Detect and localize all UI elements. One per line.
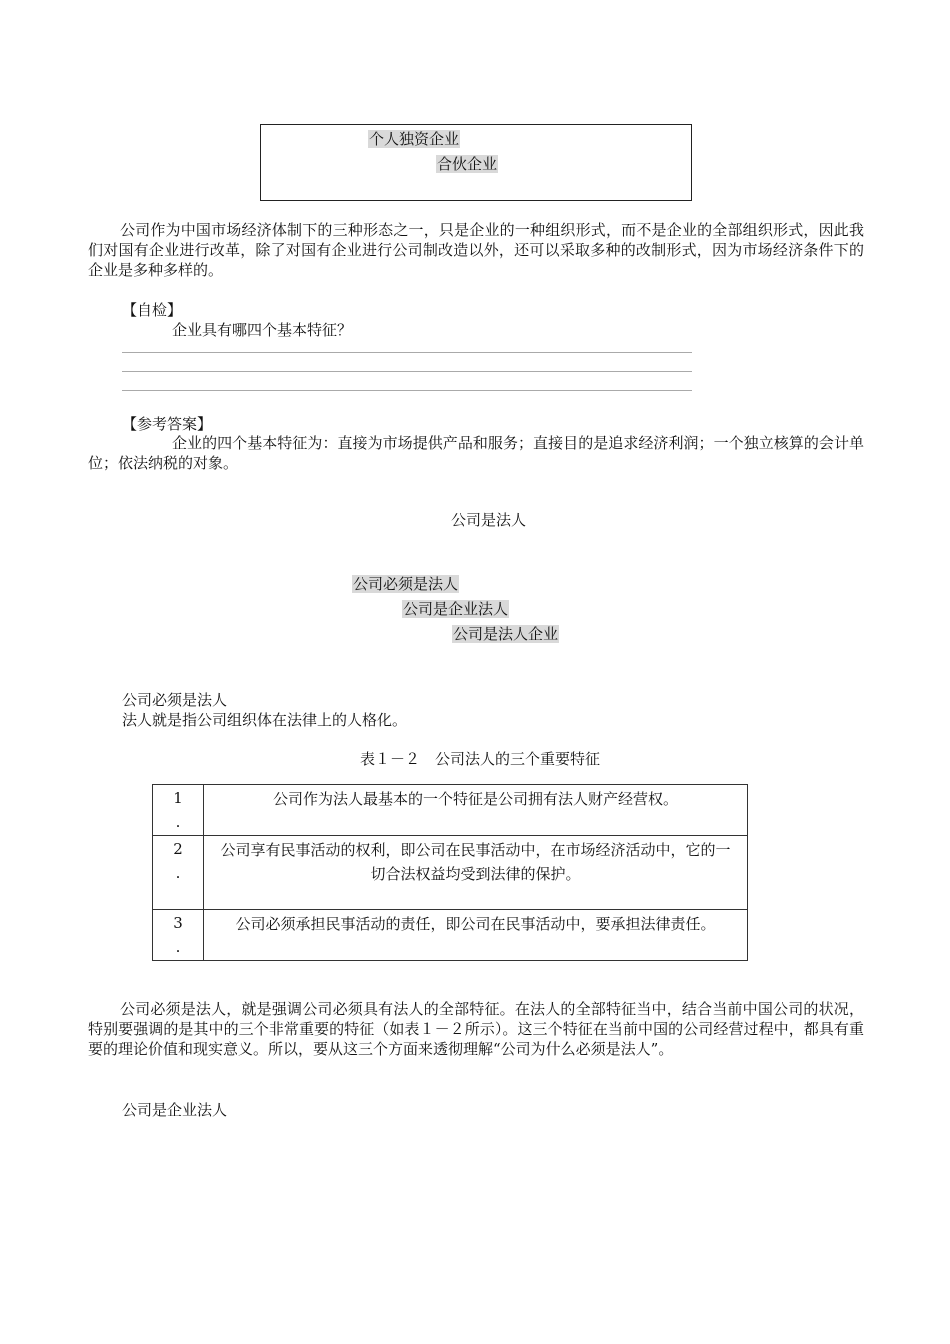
row-number: 3 .: [153, 910, 204, 961]
outline-item-1: 公司必须是法人: [353, 575, 459, 593]
outline-item-3: 公司是法人企业: [453, 625, 559, 643]
self-check-heading: 【自检】: [122, 301, 183, 319]
box-item-partnership: 合伙企业: [437, 155, 498, 173]
section-title: 公司是法人: [451, 511, 527, 529]
reference-answer-text: 企业的四个基本特征为：直接为市场提供产品和服务；直接目的是追求经济利润；一个独立核算的会计单位；依法纳税的对象。: [88, 434, 864, 472]
reference-answer-heading: 【参考答案】: [122, 415, 213, 433]
subsection-title-1: 公司必须是法人: [122, 691, 228, 709]
subsection-definition: 法人就是指公司组织体在法律上的人格化。: [122, 711, 408, 729]
table-row: [153, 785, 748, 836]
subsection-title-2: 公司是企业法人: [122, 1101, 228, 1119]
answer-line-3: [122, 390, 692, 391]
answer-line-1: [122, 352, 692, 353]
row-text: 公司享有民事活动的权利，即公司在民事活动中，在市场经济活动中，它的一切合法权益均受到法律的保护。: [204, 836, 748, 910]
row-text: 公司作为法人最基本的一个特征是公司拥有法人财产经营权。: [204, 785, 748, 836]
answer-line-2: [122, 371, 692, 372]
row-number: 2 .: [153, 836, 204, 910]
table-row: [153, 836, 748, 910]
paragraph-company-form: 公司作为中国市场经济体制下的三种形态之一，只是企业的一种组织形式，而不是企业的全部组织形式，因此我们对国有企业进行改革，除了对国有企业进行公司制改造以外，还可以采取多种的改制形式，因为市场经济条件下的企业是多种多样的。: [88, 221, 864, 279]
box-item-sole-proprietorship: 个人独资企业: [369, 130, 460, 148]
table-caption: 表１－２ 公司法人的三个重要特征: [360, 750, 601, 768]
outline-item-2: 公司是企业法人: [403, 600, 509, 618]
features-table: [152, 784, 748, 961]
self-check-question: 企业具有哪四个基本特征？: [172, 321, 353, 339]
row-number: 1 .: [153, 785, 204, 836]
row-text: 公司必须承担民事活动的责任，即公司在民事活动中，要承担法律责任。: [204, 910, 748, 961]
table-row: [153, 910, 748, 961]
paragraph-legal-person: 公司必须是法人，就是强调公司必须具有法人的全部特征。在法人的全部特征当中，结合当前中国公司的状况，特别要强调的是其中的三个非常重要的特征（如表１－２所示）。这三个特征在当前中国的公司经营过程中，都具有重要的理论价值和现实意义。所以，要从这三个方面来透彻理解“公司为什么必须是法人”。: [88, 1000, 864, 1058]
